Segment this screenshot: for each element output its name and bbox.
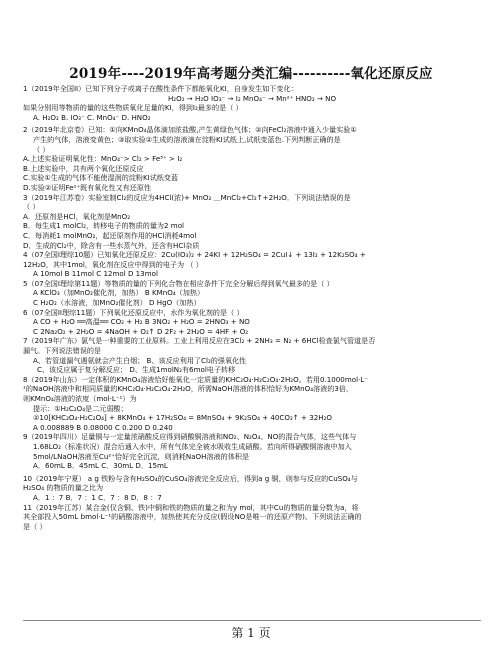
- text-line: A 10mol B 11mol C 12mol D 13mol: [33, 269, 158, 279]
- text-line: 产生的气体，溶液变黄色；③取实验②生成的溶液滴在淀粉KI试纸上,试纸变蓝色.下列判断正确的是: [33, 134, 341, 144]
- text-line: A．还原剂是HCl，氧化剂是MnO₂: [23, 211, 131, 221]
- text-line: 10（2019年宁夏） a g 铁粉与含有H₂SO₄的CuSO₄溶液完全反应后，得到a g 铜，则参与反应的CuSO₄与: [23, 473, 358, 483]
- text-line: C H₂O₂（水溶液，加MnO₂催化剂） D HgO（加热）: [33, 298, 201, 308]
- text-line: 6（07全国II理综11题）下列氧化还原反应中，水作为氧化剂的是（ ）: [23, 307, 244, 317]
- text-line: 7（2019年广东）氯气是一种重要的工业原料。工业上利用反应在3Cl₂ + 2NH₃ = N₂ + 6HCl检查氯气管道是否: [23, 336, 376, 346]
- text-line: A.上述实验证明氧化性：MnO₄⁻> Cl₂ > Fe³⁺ > I₂: [23, 154, 183, 164]
- text-line: B.上述实验中，共有两个氧化还原反应: [23, 163, 144, 173]
- text-line: 如果分别用等物质的量的这些物质氧化足量的KI，得到I₂最多的是（ ）: [23, 103, 243, 113]
- text-line: 2（2019年北京卷）已知：①向KMnO₄晶体滴加浓盐酸,产生黄绿色气体；②向FeCl₂溶液中通入少量实验①: [23, 125, 357, 135]
- text-line: 4（07全国I理综10题）已知氧化还原反应：2Cu(IO₃)₂ + 24KI + 12H₂SO₄ = 2CuI↓ + 13I₂ + 12K₂SO₄ +: [23, 250, 366, 260]
- text-line: 漏气。下列说法错误的是: [23, 346, 102, 356]
- text-line: 11（2019年江苏）某合金(仅含铜、铁)中铜和铁的物质的量之和为y mol，其中Cu的物质的量分数为a，将: [23, 502, 359, 512]
- text-line: ¹的NaOH溶液中和相同质量的KHC₂O₄·H₂C₂O₄·2H₂O，所需NaOH溶液的体积恰好为KMnO₄溶液的3倍，: [23, 384, 354, 394]
- text-line: A．1 ：7 B．7 ：1 C．7 ：8 D．8 ：7: [33, 492, 162, 502]
- text-line: 1.68LO₂（标准状况）混合后通入水中，所有气体完全被水吸收生成硝酸。若向所得硝酸铜溶液中加入: [33, 441, 352, 451]
- text-line: 5（07全国I理综第11题）等物质的量的下列化合物在相应条件下完全分解后得到氧气最多的是（ ）: [23, 278, 334, 288]
- text-line: H₂SO₄ 的物质的量之比为: [23, 483, 104, 493]
- text-line: C．每消耗1 molMnO₂，起还原剂作用的HCl消耗4mol: [23, 230, 197, 240]
- document-body: [23, 84, 481, 531]
- footer-divider: [23, 620, 481, 621]
- text-line: A 0.008889 B 0.08000 C 0.200 D 0.240: [33, 422, 173, 432]
- text-line: 其全部投入50mL bmol·L⁻¹的硝酸溶液中，加热使其充分反应(假设NO是唯一的还原产物)。下列说法正确的: [23, 512, 362, 522]
- text-line: （ ）: [23, 202, 40, 212]
- text-line: 是（ ）: [23, 521, 47, 531]
- text-line: 1（2019年全国II）已知下列分子或离子在酸性条件下都能氧化KI，自身发生如下变化：: [23, 84, 298, 93]
- text-line: 12H₂O，其中1mol，氧化剂在反应中得到的电子为 （ ）: [23, 259, 203, 269]
- text-line: D.实验②证明Fe²⁺既有氧化性又有还原性: [23, 182, 152, 192]
- text-line: C 2Na₂O₂ + 2H₂O = 4NaOH + O₂↑ D 2F₂ + 2H₂O = 4HF + O₂: [33, 326, 249, 336]
- text-line: B．每生成1 molCl₂，转移电子的物质的量为2 mol: [23, 221, 185, 231]
- text-line: A CO + H₂O ══高温══ CO₂ + H₂ B 3NO₂ + H₂O = 2HNO₃ + NO: [33, 317, 250, 327]
- text-line: 提示：①H₂C₂O₄是二元弱酸；: [33, 403, 128, 413]
- page-number: 第 1 页: [231, 626, 271, 640]
- text-line: A、若管道漏气遇氨就会产生白烟； B、该反应利用了Cl₂的强氧化性: [33, 355, 247, 365]
- text-line: C、该反应属于复分解反应； D、生成1molN₂有6mol电子转移: [37, 365, 236, 375]
- text-line: A KClO₃（加MnO₂催化剂，加热） B KMnO₄（加热）: [33, 288, 205, 298]
- text-line: 则KMnO₄溶液的浓度（mol·L⁻¹）为: [23, 394, 137, 403]
- text-line: 8（2019年山东）一定体积的KMnO₄溶液恰好能氧化一定质量的KHC₂O₄·H₂C₂O₄·2H₂O。若用0.1000mol·L⁻: [23, 374, 368, 384]
- text-line: H₂O₂ → H₂O IO₃⁻ → I₂ MnO₄⁻ → Mn²⁺ HNO₂ → NO: [167, 93, 337, 103]
- text-line: 9（2019年四川）足量铜与一定量浓硝酸反应得到硝酸铜溶液和NO₂、N₂O₄、NO的混合气体，这些气体与: [23, 432, 357, 442]
- document-title: 2019年----2019年高考题分类汇编----------氧化还原反应: [69, 66, 433, 82]
- text-line: C.实验①生成的气体不能使湿润的淀粉KI试纸变蓝: [23, 173, 179, 183]
- text-line: （ ）: [33, 144, 50, 154]
- text-line: 5mol/LNaOH溶液至Cu²⁺恰好完全沉淀，则消耗NaOH溶液的体积是: [33, 451, 250, 461]
- text-line: ②10[KHC₂O₄·H₂C₂O₄] + 8KMnO₄ + 17H₂SO₄ = 8MnSO₄ + 9K₂SO₄ + 40CO₂↑ + 32H₂O: [33, 413, 332, 423]
- text-line: D．生成的Cl₂中，除含有一些水蒸气外，还含有HCl杂质: [23, 240, 200, 250]
- text-line: A．60mL B．45mL C．30mL D．15mL: [33, 461, 168, 471]
- text-line: 3（2019年江苏卷）实验室制Cl₂的反应为4HCl(浓)+ MnO₂ ＿MnCl₂+Cl₂↑+2H₂O．下列说法错误的是: [23, 192, 351, 202]
- text-line: A. H₂O₂ B. IO₃⁻ C. MnO₄⁻ D. HNO₂: [33, 112, 151, 122]
